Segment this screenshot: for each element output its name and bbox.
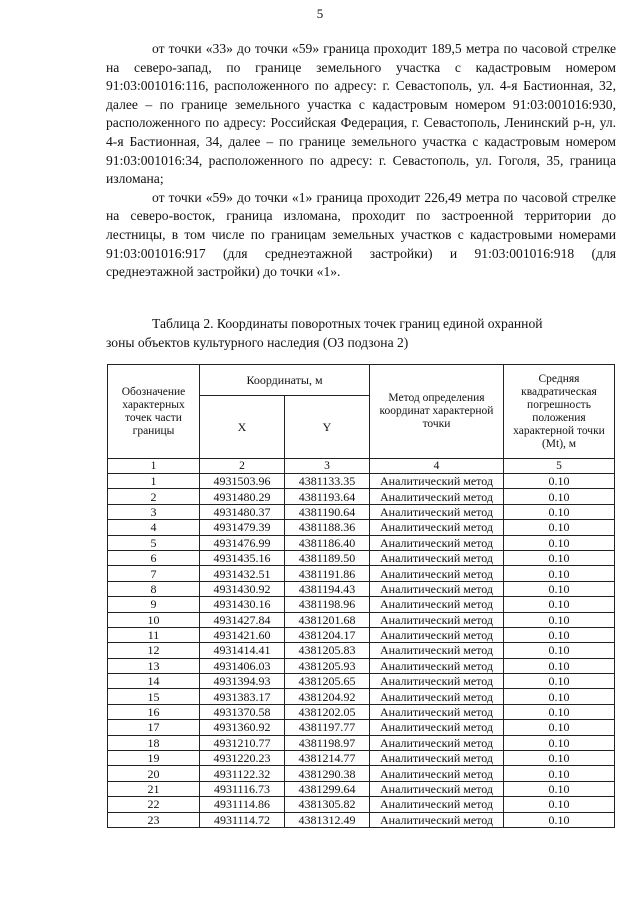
error-cell: 0.10 — [504, 550, 615, 565]
point-id-cell: 4 — [108, 520, 200, 535]
x-coordinate-cell: 4931414.41 — [200, 643, 285, 658]
x-coordinate-cell: 4931406.03 — [200, 658, 285, 673]
y-coordinate-cell: 4381197.77 — [285, 720, 370, 735]
column-number: 5 — [504, 459, 615, 474]
method-cell: Аналитический метод — [370, 797, 504, 812]
point-id-cell: 11 — [108, 627, 200, 642]
error-cell: 0.10 — [504, 581, 615, 596]
error-cell: 0.10 — [504, 627, 615, 642]
table-title — [106, 314, 616, 352]
x-coordinate-cell: 4931435.16 — [200, 550, 285, 565]
error-cell: 0.10 — [504, 612, 615, 627]
y-coordinate-cell: 4381290.38 — [285, 766, 370, 781]
method-cell: Аналитический метод — [370, 612, 504, 627]
point-id-cell: 17 — [108, 720, 200, 735]
point-id-cell: 21 — [108, 781, 200, 796]
x-coordinate-cell: 4931430.16 — [200, 597, 285, 612]
table-row — [108, 735, 615, 750]
y-coordinate-cell: 4381312.49 — [285, 812, 370, 827]
point-id-cell: 23 — [108, 812, 200, 827]
y-coordinate-cell: 4381204.92 — [285, 689, 370, 704]
method-cell: Аналитический метод — [370, 751, 504, 766]
y-coordinate-cell: 4381189.50 — [285, 550, 370, 565]
x-coordinate-cell: 4931220.23 — [200, 751, 285, 766]
error-cell: 0.10 — [504, 704, 615, 719]
column-number: 2 — [200, 459, 285, 474]
y-coordinate-cell: 4381205.93 — [285, 658, 370, 673]
y-coordinate-cell: 4381305.82 — [285, 797, 370, 812]
method-cell: Аналитический метод — [370, 520, 504, 535]
y-coordinate-cell: 4381198.97 — [285, 735, 370, 750]
y-coordinate-cell: 4381193.64 — [285, 489, 370, 504]
y-coordinate-cell: 4381133.35 — [285, 474, 370, 489]
point-id-cell: 1 — [108, 474, 200, 489]
point-id-cell: 18 — [108, 735, 200, 750]
x-coordinate-cell: 4931480.37 — [200, 504, 285, 519]
header-method: Метод определения координат характерной точки — [370, 365, 504, 459]
x-coordinate-cell: 4931383.17 — [200, 689, 285, 704]
method-cell: Аналитический метод — [370, 720, 504, 735]
body-text — [106, 40, 616, 282]
table-row — [108, 597, 615, 612]
method-cell: Аналитический метод — [370, 581, 504, 596]
method-cell: Аналитический метод — [370, 474, 504, 489]
paragraph-boundary-33-59: от точки «33» до точки «59» граница проходит 189,5 метра по часовой стрелке на северо-запад, по границе земельного участка с кадастровым номером 91:03:001016:116, расположенного по адресу: г. Севастополь, ул. 4-я Бастионная, 32, далее – по границе земельного участка с кадастровым номером 91:03:001016:930, расположенного по адресу: Российская Федерация, г. Севастополь, Ленинский р-н, ул. 4-я Бастионная, 34, далее – по границе земельного участка с кадастровым номером 91:03:001016:34, расположенного по адресу: г. Севастополь, ул. Гоголя, 35, граница изломана; — [106, 41, 616, 187]
x-coordinate-cell: 4931503.96 — [200, 474, 285, 489]
table-row — [108, 504, 615, 519]
error-cell: 0.10 — [504, 735, 615, 750]
method-cell: Аналитический метод — [370, 704, 504, 719]
error-cell: 0.10 — [504, 720, 615, 735]
column-number: 3 — [285, 459, 370, 474]
error-cell: 0.10 — [504, 535, 615, 550]
y-coordinate-cell: 4381188.36 — [285, 520, 370, 535]
point-id-cell: 16 — [108, 704, 200, 719]
x-coordinate-cell: 4931432.51 — [200, 566, 285, 581]
point-id-cell: 7 — [108, 566, 200, 581]
page-number: 5 — [316, 6, 324, 21]
error-cell: 0.10 — [504, 689, 615, 704]
error-cell: 0.10 — [504, 658, 615, 673]
y-coordinate-cell: 4381214.77 — [285, 751, 370, 766]
error-cell: 0.10 — [504, 781, 615, 796]
column-number-row — [108, 459, 615, 474]
error-cell: 0.10 — [504, 812, 615, 827]
y-coordinate-cell: 4381190.64 — [285, 504, 370, 519]
y-coordinate-cell: 4381186.40 — [285, 535, 370, 550]
y-coordinate-cell: 4381198.96 — [285, 597, 370, 612]
error-cell: 0.10 — [504, 489, 615, 504]
table-row — [108, 489, 615, 504]
table-row — [108, 674, 615, 689]
y-coordinate-cell: 4381204.17 — [285, 627, 370, 642]
error-cell: 0.10 — [504, 766, 615, 781]
table-row — [108, 689, 615, 704]
table-row — [108, 797, 615, 812]
y-coordinate-cell: 4381299.64 — [285, 781, 370, 796]
point-id-cell: 8 — [108, 581, 200, 596]
table-row — [108, 658, 615, 673]
point-id-cell: 13 — [108, 658, 200, 673]
method-cell: Аналитический метод — [370, 535, 504, 550]
method-cell: Аналитический метод — [370, 781, 504, 796]
y-coordinate-cell: 4381191.86 — [285, 566, 370, 581]
error-cell: 0.10 — [504, 751, 615, 766]
method-cell: Аналитический метод — [370, 658, 504, 673]
point-id-cell: 19 — [108, 751, 200, 766]
error-cell: 0.10 — [504, 797, 615, 812]
header-y: Y — [285, 396, 370, 459]
method-cell: Аналитический метод — [370, 627, 504, 642]
error-cell: 0.10 — [504, 566, 615, 581]
table-row — [108, 535, 615, 550]
coordinates-table — [107, 364, 615, 828]
error-cell: 0.10 — [504, 643, 615, 658]
error-cell: 0.10 — [504, 504, 615, 519]
point-id-cell: 2 — [108, 489, 200, 504]
point-id-cell: 15 — [108, 689, 200, 704]
table-row — [108, 781, 615, 796]
point-id-cell: 12 — [108, 643, 200, 658]
x-coordinate-cell: 4931122.32 — [200, 766, 285, 781]
x-coordinate-cell: 4931430.92 — [200, 581, 285, 596]
table-row — [108, 566, 615, 581]
header-x: X — [200, 396, 285, 459]
error-cell: 0.10 — [504, 674, 615, 689]
table-title-line-2: зоны объектов культурного наследия (ОЗ подзона 2) — [106, 335, 409, 350]
table-row — [108, 720, 615, 735]
method-cell: Аналитический метод — [370, 735, 504, 750]
column-number: 1 — [108, 459, 200, 474]
y-coordinate-cell: 4381202.05 — [285, 704, 370, 719]
point-id-cell: 9 — [108, 597, 200, 612]
y-coordinate-cell: 4381194.43 — [285, 581, 370, 596]
x-coordinate-cell: 4931479.39 — [200, 520, 285, 535]
table-row — [108, 643, 615, 658]
table-row — [108, 520, 615, 535]
y-coordinate-cell: 4381205.65 — [285, 674, 370, 689]
table-row — [108, 474, 615, 489]
column-number: 4 — [370, 459, 504, 474]
method-cell: Аналитический метод — [370, 766, 504, 781]
point-id-cell: 20 — [108, 766, 200, 781]
table-body — [108, 474, 615, 828]
x-coordinate-cell: 4931114.72 — [200, 812, 285, 827]
y-coordinate-cell: 4381201.68 — [285, 612, 370, 627]
point-id-cell: 22 — [108, 797, 200, 812]
table-row — [108, 550, 615, 565]
point-id-cell: 3 — [108, 504, 200, 519]
method-cell: Аналитический метод — [370, 643, 504, 658]
x-coordinate-cell: 4931427.84 — [200, 612, 285, 627]
method-cell: Аналитический метод — [370, 550, 504, 565]
table-row — [108, 704, 615, 719]
table-title-line-1: Таблица 2. Координаты поворотных точек границ единой охранной — [152, 316, 543, 331]
table-row — [108, 612, 615, 627]
table-row — [108, 751, 615, 766]
method-cell: Аналитический метод — [370, 689, 504, 704]
x-coordinate-cell: 4931114.86 — [200, 797, 285, 812]
x-coordinate-cell: 4931210.77 — [200, 735, 285, 750]
paragraph-boundary-59-1: от точки «59» до точки «1» граница проходит 226,49 метра по часовой стрелке на северо-восток, граница изломана, проходит по застроенной территории до лестницы, в том числе по границам земельных участков с кадастровыми номерами 91:03:001016:917 (для среднеэтажной застройки) и 91:03:001016:918 (для среднеэтажной застройки) до точки «1». — [106, 189, 616, 280]
method-cell: Аналитический метод — [370, 566, 504, 581]
method-cell: Аналитический метод — [370, 504, 504, 519]
x-coordinate-cell: 4931116.73 — [200, 781, 285, 796]
x-coordinate-cell: 4931480.29 — [200, 489, 285, 504]
point-id-cell: 6 — [108, 550, 200, 565]
method-cell: Аналитический метод — [370, 674, 504, 689]
header-coordinates: Координаты, м — [200, 365, 370, 396]
method-cell: Аналитический метод — [370, 597, 504, 612]
point-id-cell: 5 — [108, 535, 200, 550]
table-row — [108, 766, 615, 781]
table-row — [108, 581, 615, 596]
error-cell: 0.10 — [504, 474, 615, 489]
x-coordinate-cell: 4931394.93 — [200, 674, 285, 689]
x-coordinate-cell: 4931421.60 — [200, 627, 285, 642]
point-id-cell: 14 — [108, 674, 200, 689]
table-row — [108, 627, 615, 642]
x-coordinate-cell: 4931360.92 — [200, 720, 285, 735]
header-error: Средняя квадратическая погрешность положения характерной точки (Mt), м — [504, 365, 615, 459]
point-id-cell: 10 — [108, 612, 200, 627]
error-cell: 0.10 — [504, 597, 615, 612]
y-coordinate-cell: 4381205.83 — [285, 643, 370, 658]
header-point: Обозначение характерных точек части границы — [108, 365, 200, 459]
x-coordinate-cell: 4931476.99 — [200, 535, 285, 550]
method-cell: Аналитический метод — [370, 812, 504, 827]
error-cell: 0.10 — [504, 520, 615, 535]
x-coordinate-cell: 4931370.58 — [200, 704, 285, 719]
method-cell: Аналитический метод — [370, 489, 504, 504]
table-row — [108, 812, 615, 827]
